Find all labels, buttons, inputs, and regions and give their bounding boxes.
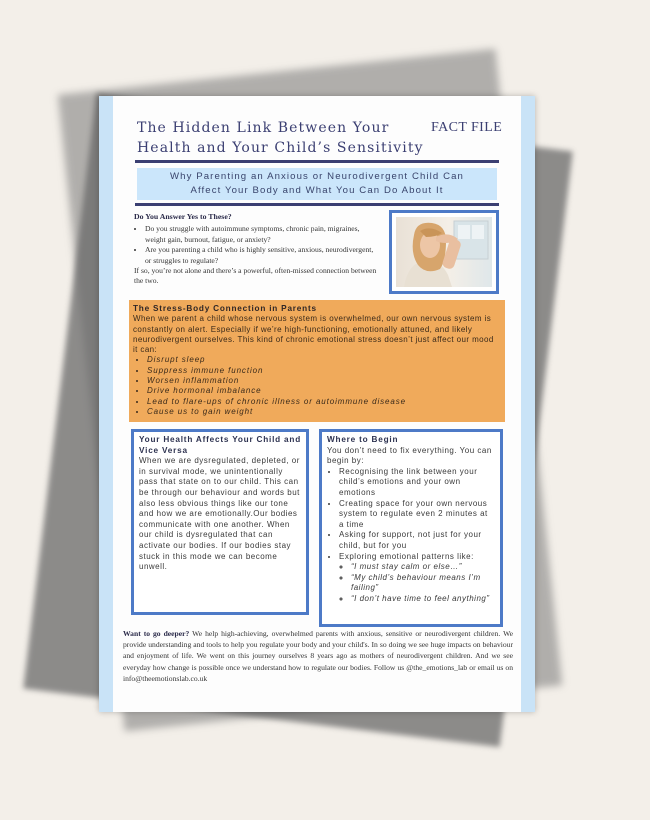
stress-item: • Worsen inflammation (147, 376, 501, 386)
stress-body-section (129, 300, 505, 422)
stress-item: • Cause us to gain weight (147, 407, 501, 417)
questions-conclusion: If so, you’re not alone and there’s a powerful, often-missed connection between the two. (134, 266, 377, 286)
health-heading: Your Health Affects Your Child and Vice Versa (139, 435, 301, 455)
stress-item: • Lead to flare-ups of chronic illness or autoimmune disease (147, 397, 501, 407)
stress-heading: The Stress-Body Connection in Parents (133, 304, 317, 313)
subtitle-banner: Why Parenting an Anxious or Neurodivergent Child Can Affect Your Body and What You Can Do About It (137, 168, 497, 200)
pattern-item: ◦ “I must stay calm or else…” (351, 562, 495, 573)
where-to-begin-section (319, 429, 503, 627)
stress-item: • Disrupt sleep (147, 355, 501, 365)
footer-body: We help high-achieving, overwhelmed parents with anxious, sensitive or neurodivergent children. We provide understanding and tools to help you regulate your body and your child's. In so doing we see huge impacts on behaviour and enjoyment of life. We went on this journey ourselves 8 years ago as mothers of neurodivergent children. And we see everyday how change is possible once we understand how to regulate our bodies. Follow us @the_emotions_lab or email us on info@theemotionslab.co.uk (123, 629, 513, 683)
begin-intro: You don’t need to fix everything. You can begin by: (327, 445, 492, 466)
pattern-item: ◦ “I don’t have time to feel anything” (351, 594, 495, 605)
begin-heading: Where to Begin (327, 435, 399, 444)
left-stripe (99, 96, 113, 712)
health-body: When we are dysregulated, depleted, or in survival mode, we unintentionally pass that state on to our child. This can be through our behaviour and words but also less obvious things like our tone and how we are emotionally.Our bodies communicate with one another. When our child is dysregulated that can activate our bodies. If our bodies stay stuck in this mode we can become unwell. (139, 456, 300, 572)
stress-body: When we parent a child whose nervous system is overwhelmed, our own nervous system is constantly on alert. Especially if we’re high-functioning, emotionally attuned, and likely neurodivergent ourselves. This kind of chronic emotional stress doesn’t just affect our mood it can: (133, 314, 494, 355)
divider (135, 160, 499, 163)
pattern-item: ◦ “My child’s behaviour means I’m failing” (351, 573, 495, 594)
health-section (131, 429, 309, 615)
footer-text (123, 628, 513, 684)
question-item: • Are you parenting a child who is highly sensitive, anxious, neurodivergent, or struggles to regulate? (145, 245, 379, 266)
begin-item: • Creating space for your own nervous system to regulate even 2 minutes at a time (339, 499, 495, 531)
photo-frame (389, 210, 499, 294)
questions-section (134, 212, 379, 287)
stress-item: • Suppress immune function (147, 366, 501, 376)
begin-item: • Exploring emotional patterns like: ◦ “I must stay calm or else…” ◦ “My child’s behaviour means I’m failing” ◦ “I don’t have time to feel anything” (339, 552, 495, 605)
right-stripe (521, 96, 535, 712)
fact-file-tag: FACT FILE (431, 120, 503, 135)
page-title: The Hidden Link Between Your Health and Your Child’s Sensitivity (137, 120, 424, 156)
begin-item: • Recognising the link between your child’s emotions and your own emotions (339, 467, 495, 499)
footer-lead: Want to go deeper? (123, 629, 190, 638)
begin-item: • Asking for support, not just for your child, but for you (339, 530, 495, 551)
stress-item: • Drive hormonal imbalance (147, 386, 501, 396)
questions-heading: Do You Answer Yes to These? (134, 212, 232, 221)
woman-with-headache-photo (396, 217, 492, 287)
divider (135, 203, 499, 206)
fact-file-page (99, 96, 535, 712)
question-item: • Do you struggle with autoimmune symptoms, chronic pain, migraines, weight gain, burnout, fatigue, or anxiety? (145, 224, 379, 245)
